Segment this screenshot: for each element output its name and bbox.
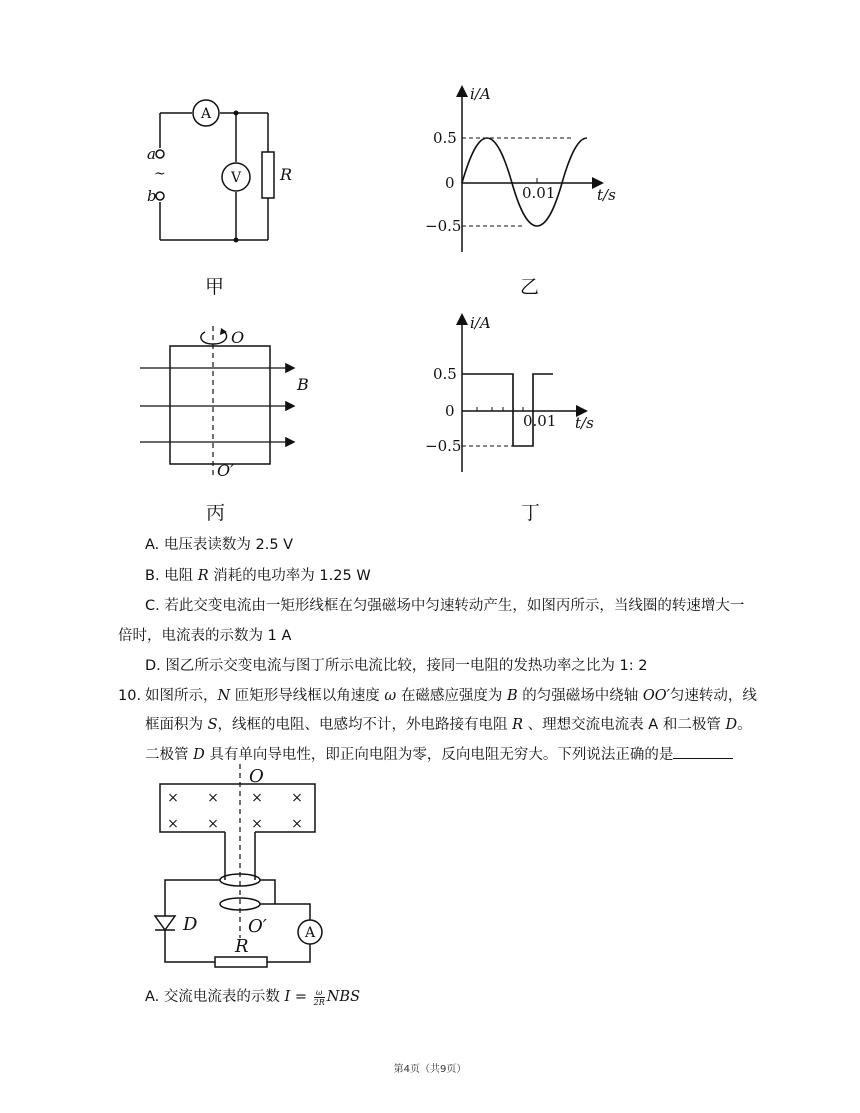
q10-resistor-label: R (235, 936, 249, 957)
q10-var-d: D (725, 717, 738, 733)
q10-option-a (145, 984, 360, 1010)
caption-jia: 甲 (205, 276, 225, 298)
q10-option-a-tail: NBS (326, 989, 361, 1005)
q9-option-b-prefix: B. 电阻 (145, 568, 198, 584)
q10-line1 (145, 686, 757, 706)
q10-option-a-i: I (284, 989, 291, 1005)
axis-bottom-label: O′ (217, 461, 234, 480)
figure-bing-coil (135, 318, 335, 478)
q10-option-a-eq: = (290, 989, 312, 1005)
field-cross: × (251, 816, 263, 832)
q10-text: 匀速转动，线 (669, 688, 757, 704)
q10-var-oo: OO′ (642, 688, 670, 704)
ac-symbol: ~ (154, 166, 166, 182)
q10-diode-label: D (183, 914, 198, 935)
field-cross: × (291, 790, 303, 806)
caption-bing: 丙 (206, 502, 226, 524)
field-cross: × (167, 790, 179, 806)
caption-ding: 丁 (521, 502, 541, 524)
q10-text: 、理想交流电流表 A 和二极管 (523, 717, 726, 733)
figure-q10-circuit (145, 762, 345, 977)
q10-axis-bottom-label: O′ (248, 916, 267, 937)
q9-option-d: D. 图乙所示交变电流与图丁所示电流比较，接同一电阻的发热功率之比为 1: 2 (145, 658, 648, 674)
answer-blank[interactable] (673, 744, 733, 759)
y-min-label: −0.5 (425, 437, 462, 455)
figure-jia-circuit (130, 90, 300, 250)
x-tick-label: 0.01 (522, 184, 556, 202)
field-cross: × (251, 790, 263, 806)
q10-var-s: S (207, 717, 218, 733)
q9-option-b (145, 566, 371, 586)
sine-curve (462, 138, 587, 226)
ammeter-label: A (200, 106, 212, 122)
field-cross: × (207, 790, 219, 806)
terminal-b-label: b (147, 187, 157, 205)
q10-resistor-symbol (215, 957, 267, 967)
field-cross: × (291, 816, 303, 832)
q10-var-d: D (193, 747, 205, 763)
terminal-a-circle (156, 150, 164, 158)
page-footer: 第4页（共9页） (393, 1064, 467, 1075)
fraction-denominator: 2R (313, 997, 325, 1007)
q10-var-omega: ω (384, 688, 397, 704)
field-cross: × (167, 816, 179, 832)
x-axis-label: t/s (575, 414, 594, 432)
q10-axis-top-label: O (249, 766, 264, 787)
q10-option-a-prefix: A. 交流电流表的示数 (145, 989, 285, 1005)
y-max-label: 0.5 (433, 129, 457, 147)
q9-option-b-var: R (197, 568, 209, 584)
axis-top-label: O (231, 328, 245, 347)
q9-option-a: A. 电压表读数为 2.5 V (145, 537, 294, 553)
field-label: B (297, 375, 309, 394)
q10-var-b: B (506, 688, 518, 704)
magnetic-field-crosses (167, 790, 303, 832)
q9-option-c-line2: 倍时，电流表的示数为 1 A (118, 628, 292, 644)
origin-label: 0 (445, 402, 455, 420)
square-wave (462, 374, 553, 446)
q10-number: 10. (118, 688, 142, 704)
q10-text: 如图所示， (145, 688, 218, 704)
q10-ammeter-label: A (304, 925, 316, 941)
coil-rect (170, 346, 270, 464)
q10-text: 。 (737, 717, 752, 733)
q9-option-b-suffix: 消耗的电功率为 1.25 W (208, 568, 371, 584)
resistor-label: R (280, 165, 293, 184)
q10-text: 具有单向导电性，即正向电阻为零，反向电阻无穷大。下列说法正确的是 (204, 747, 674, 763)
q10-text: 的匀强磁场中绕轴 (517, 688, 643, 704)
y-max-label: 0.5 (433, 365, 457, 383)
q10-var-r: R (512, 717, 524, 733)
q10-text: 匝矩形导线框以角速度 (230, 688, 385, 704)
figure-ding-square-graph (415, 312, 615, 482)
y-axis-label: i/A (470, 314, 491, 332)
terminal-a-label: a (147, 145, 156, 163)
y-min-label: −0.5 (425, 217, 462, 235)
x-tick-label: 0.01 (523, 412, 557, 430)
voltmeter-label: V (230, 170, 242, 186)
terminal-b-circle (156, 192, 164, 200)
q9-option-c-line1: C. 若此交变电流由一矩形线框在匀强磁场中匀速转动产生，如图丙所示，当线圈的转速增大一 (145, 598, 745, 614)
figure-yi-sine-graph (415, 80, 615, 260)
q10-text: 在磁感应强度为 (396, 688, 507, 704)
q10-option-a-fraction (314, 988, 325, 1007)
fraction-numerator: ω (314, 988, 325, 998)
q10-line2 (145, 715, 752, 735)
diode-symbol (155, 916, 175, 930)
y-axis-label: i/A (470, 85, 491, 103)
origin-label: 0 (445, 174, 455, 192)
caption-yi: 乙 (520, 276, 540, 298)
q10-text: ，线框的电阻、电感均不计，外电路接有电阻 (217, 717, 513, 733)
field-cross: × (207, 816, 219, 832)
q10-text: 框面积为 (145, 717, 208, 733)
q10-var-n: N (217, 688, 231, 704)
x-axis-label: t/s (597, 186, 616, 204)
resistor-symbol (262, 152, 274, 198)
q10-text: 二极管 (145, 747, 194, 763)
